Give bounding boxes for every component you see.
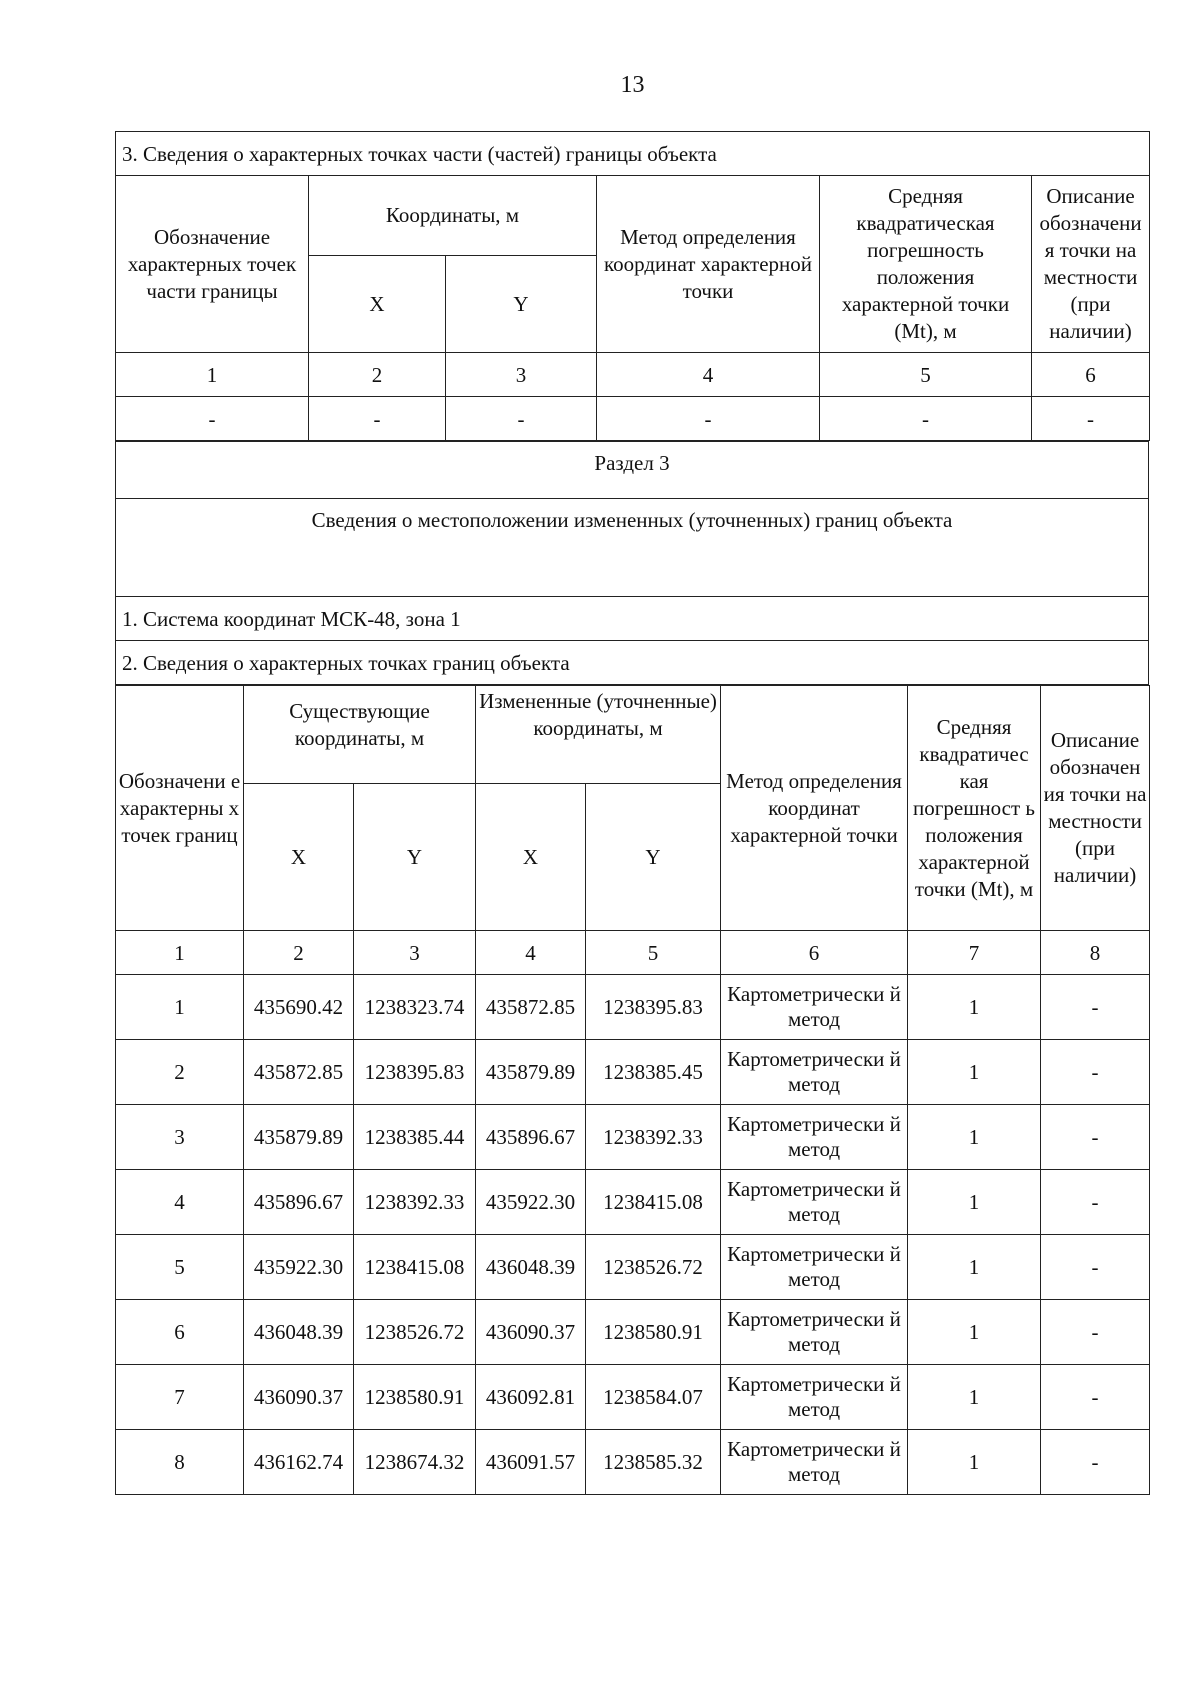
col-number: 1 <box>116 353 309 397</box>
col-number: 6 <box>721 931 908 975</box>
changed-y-cell: 1238584.07 <box>586 1365 721 1430</box>
changed-y-cell: 1238395.83 <box>586 975 721 1040</box>
table-cell: - <box>597 397 820 441</box>
changed-x-cell: 436091.57 <box>476 1430 586 1495</box>
header-x: X <box>244 784 354 931</box>
col-number: 1 <box>116 931 244 975</box>
col-number: 3 <box>446 353 597 397</box>
error-mt-cell: 1 <box>908 975 1041 1040</box>
point-number-cell: 1 <box>116 975 244 1040</box>
changed-x-cell: 436092.81 <box>476 1365 586 1430</box>
existing-x-cell: 436048.39 <box>244 1300 354 1365</box>
changed-y-cell: 1238385.45 <box>586 1040 721 1105</box>
point-number-cell: 8 <box>116 1430 244 1495</box>
section-subtitle: Сведения о местоположении измененных (уточненных) границ объекта <box>116 499 1149 597</box>
existing-x-cell: 435922.30 <box>244 1235 354 1300</box>
description-cell: - <box>1041 1105 1150 1170</box>
changed-x-cell: 435879.89 <box>476 1040 586 1105</box>
description-cell: - <box>1041 1300 1150 1365</box>
existing-y-cell: 1238674.32 <box>354 1430 476 1495</box>
col-number: 4 <box>597 353 820 397</box>
existing-x-cell: 435896.67 <box>244 1170 354 1235</box>
description-cell: - <box>1041 1040 1150 1105</box>
changed-x-cell: 436090.37 <box>476 1300 586 1365</box>
point-number-cell: 7 <box>116 1365 244 1430</box>
col-number: 5 <box>820 353 1032 397</box>
changed-x-cell: 436048.39 <box>476 1235 586 1300</box>
existing-x-cell: 436090.37 <box>244 1365 354 1430</box>
method-cell: Картометрически й метод <box>721 1365 908 1430</box>
method-cell: Картометрически й метод <box>721 1430 908 1495</box>
section-banner-table <box>115 441 1149 685</box>
table-row <box>116 1170 1150 1235</box>
razdel-heading: Раздел 3 <box>116 442 1149 499</box>
existing-y-cell: 1238323.74 <box>354 975 476 1040</box>
method-cell: Картометрически й метод <box>721 1105 908 1170</box>
point-number-cell: 6 <box>116 1300 244 1365</box>
header-existing-coords: Существующие координаты, м <box>244 686 476 784</box>
col-number: 4 <box>476 931 586 975</box>
page-number: 13 <box>620 72 645 98</box>
empty-row <box>116 397 1150 441</box>
point-number-cell: 4 <box>116 1170 244 1235</box>
existing-x-cell: 436162.74 <box>244 1430 354 1495</box>
table-row <box>116 1300 1150 1365</box>
table-row <box>116 1430 1150 1495</box>
changed-x-cell: 435922.30 <box>476 1170 586 1235</box>
header-changed-coords: Измененные (уточненные) координаты, м <box>476 686 721 784</box>
header-method: Метод определения координат характерной точки <box>597 176 820 353</box>
changed-y-cell: 1238585.32 <box>586 1430 721 1495</box>
header-y: Y <box>586 784 721 931</box>
part-points-table <box>115 131 1150 441</box>
col-number: 2 <box>244 931 354 975</box>
method-cell: Картометрически й метод <box>721 975 908 1040</box>
point-number-cell: 3 <box>116 1105 244 1170</box>
header-description: Описание обозначен ия точки на местности (при наличии) <box>1041 686 1150 931</box>
document-sheet <box>115 131 1149 1495</box>
table-row <box>116 1235 1150 1300</box>
existing-x-cell: 435872.85 <box>244 1040 354 1105</box>
table-cell: - <box>309 397 446 441</box>
points-title: 2. Сведения о характерных точках границ объекта <box>116 641 1149 685</box>
header-x: X <box>476 784 586 931</box>
table-row <box>116 1365 1150 1430</box>
col-number: 2 <box>309 353 446 397</box>
changed-y-cell: 1238415.08 <box>586 1170 721 1235</box>
error-mt-cell: 1 <box>908 1430 1041 1495</box>
description-cell: - <box>1041 1235 1150 1300</box>
header-error: Средняя квадратическая погрешность положения характерной точки (Mt), м <box>820 176 1032 353</box>
method-cell: Картометрически й метод <box>721 1040 908 1105</box>
existing-y-cell: 1238415.08 <box>354 1235 476 1300</box>
col-number: 8 <box>1041 931 1150 975</box>
coordinate-system: 1. Система координат МСК-48, зона 1 <box>116 597 1149 641</box>
header-y: Y <box>354 784 476 931</box>
changed-x-cell: 435896.67 <box>476 1105 586 1170</box>
header-point: Обозначение характерных точек части границы <box>116 176 309 353</box>
table-cell: - <box>116 397 309 441</box>
description-cell: - <box>1041 975 1150 1040</box>
header-coords: Координаты, м <box>309 176 597 256</box>
column-number-row <box>116 931 1150 975</box>
method-cell: Картометрически й метод <box>721 1235 908 1300</box>
method-cell: Картометрически й метод <box>721 1170 908 1235</box>
error-mt-cell: 1 <box>908 1105 1041 1170</box>
table-row <box>116 975 1150 1040</box>
header-x: X <box>309 256 446 353</box>
point-number-cell: 2 <box>116 1040 244 1105</box>
existing-y-cell: 1238385.44 <box>354 1105 476 1170</box>
method-cell: Картометрически й метод <box>721 1300 908 1365</box>
existing-y-cell: 1238392.33 <box>354 1170 476 1235</box>
header-point: Обозначени е характерны х точек границ <box>116 686 244 931</box>
error-mt-cell: 1 <box>908 1040 1041 1105</box>
point-rows <box>116 975 1150 1495</box>
existing-x-cell: 435879.89 <box>244 1105 354 1170</box>
col-number: 5 <box>586 931 721 975</box>
table-row <box>116 1040 1150 1105</box>
header-y: Y <box>446 256 597 353</box>
header-error: Средняя квадратичес кая погрешност ь положения характерной точки (Mt), м <box>908 686 1041 931</box>
changed-y-cell: 1238526.72 <box>586 1235 721 1300</box>
description-cell: - <box>1041 1365 1150 1430</box>
existing-y-cell: 1238526.72 <box>354 1300 476 1365</box>
header-description: Описание обозначени я точки на местности (при наличии) <box>1032 176 1150 353</box>
point-number-cell: 5 <box>116 1235 244 1300</box>
changed-y-cell: 1238580.91 <box>586 1300 721 1365</box>
description-cell: - <box>1041 1430 1150 1495</box>
existing-y-cell: 1238395.83 <box>354 1040 476 1105</box>
boundary-points-table <box>115 685 1150 1495</box>
existing-x-cell: 435690.42 <box>244 975 354 1040</box>
existing-y-cell: 1238580.91 <box>354 1365 476 1430</box>
error-mt-cell: 1 <box>908 1170 1041 1235</box>
description-cell: - <box>1041 1170 1150 1235</box>
changed-x-cell: 435872.85 <box>476 975 586 1040</box>
col-number: 6 <box>1032 353 1150 397</box>
changed-y-cell: 1238392.33 <box>586 1105 721 1170</box>
error-mt-cell: 1 <box>908 1365 1041 1430</box>
column-number-row <box>116 353 1150 397</box>
col-number: 7 <box>908 931 1041 975</box>
error-mt-cell: 1 <box>908 1300 1041 1365</box>
header-method: Метод определения координат характерной точки <box>721 686 908 931</box>
table-cell: - <box>446 397 597 441</box>
part-points-title: 3. Сведения о характерных точках части (частей) границы объекта <box>116 132 1150 176</box>
error-mt-cell: 1 <box>908 1235 1041 1300</box>
table-cell: - <box>1032 397 1150 441</box>
table-row <box>116 1105 1150 1170</box>
table-cell: - <box>820 397 1032 441</box>
col-number: 3 <box>354 931 476 975</box>
